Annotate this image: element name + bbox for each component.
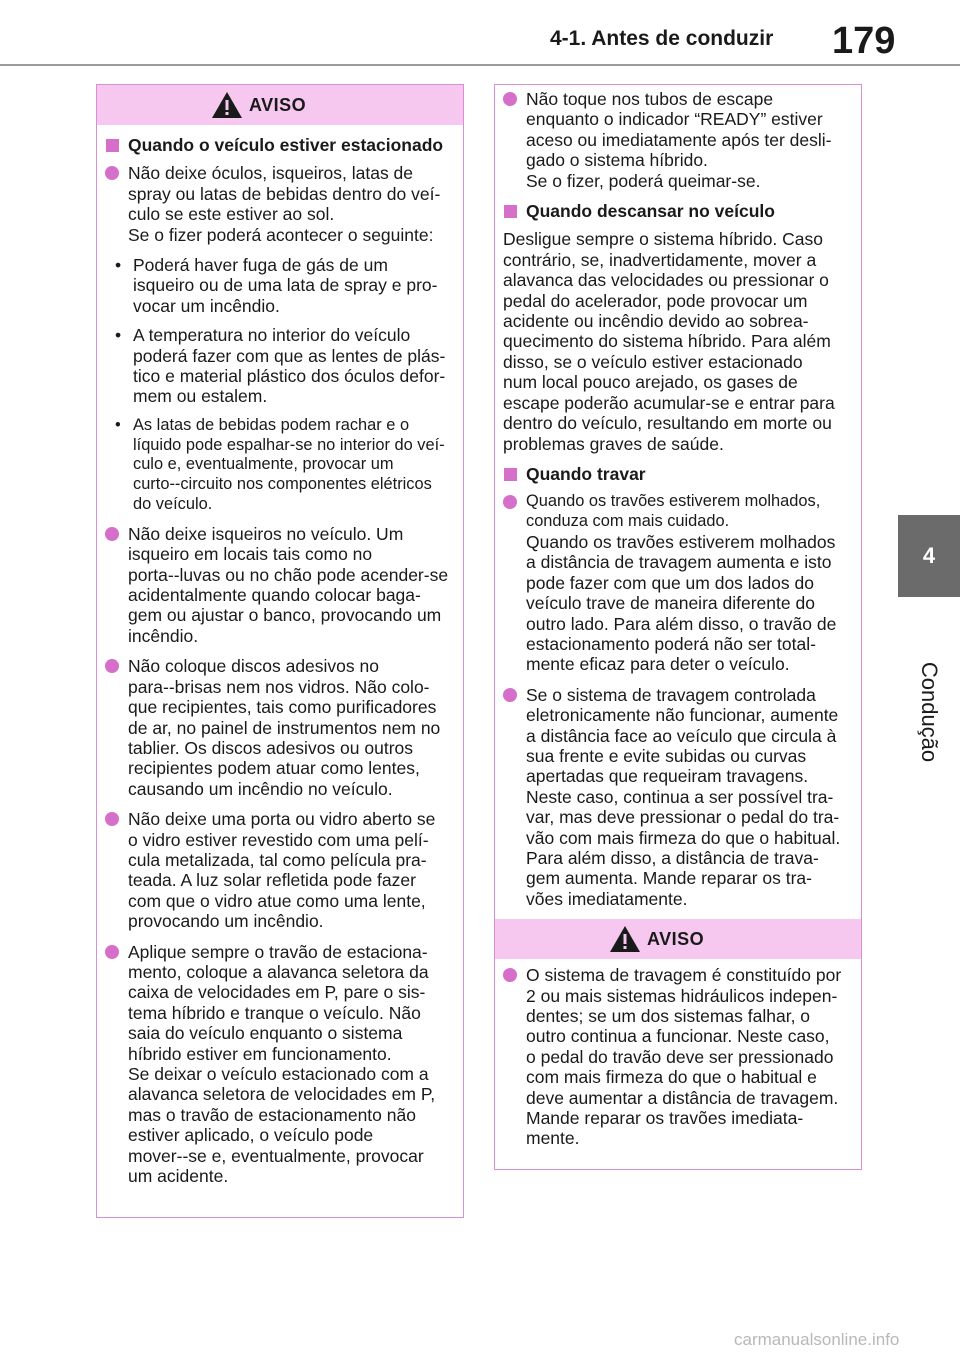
- warning-banner: [495, 919, 861, 959]
- chapter-tab: [898, 515, 960, 597]
- bullet-item: Não deixe óculos, isqueiros, latas de spray ou latas de bebidas dentro do veí- culo se este estiver ao sol. Se o fizer poderá acontecer o seguinte:: [105, 163, 455, 245]
- warning-banner: [97, 85, 463, 125]
- chapter-label-vertical: [912, 652, 946, 772]
- warning-triangle-icon: [609, 925, 641, 953]
- warning-label: AVISO: [647, 929, 705, 950]
- left-content: [97, 125, 463, 1186]
- sub-bullet-item: • As latas de bebidas podem rachar e o líquido pode espalhar-se no interior do veí- culo e, eventualmente, provocar um curto--circuito nos componentes elétricos do veículo.: [105, 416, 455, 515]
- chapter-label: Condução: [917, 661, 942, 763]
- page-header: [0, 0, 960, 70]
- heading-braking: Quando travar: [503, 464, 853, 484]
- left-warning-box: [96, 84, 464, 1218]
- sub-bullet-item: • Poderá haver fuga de gás de um isqueiro ou de uma lata de spray e pro- vocar um incêndio.: [105, 255, 455, 316]
- page-number: 179: [832, 20, 896, 62]
- heading-parked: Quando o veículo estiver estacionado: [105, 135, 455, 155]
- paragraph: Desligue sempre o sistema híbrido. Caso contrário, se, inadvertidamente, mover a alavanca das velocidades ou pressionar o pedal do acelerador, pode provocar um acidente ou incêndio devido ao sobrea- quecimento do sistema híbrido. Para além disso, se o veículo estiver estacionado num local pouco arejado, os gases de escape poderão acumular-se e entrar para dentro do veículo, resultando em morte ou problemas graves de saúde.: [503, 229, 835, 454]
- bullet-item: Não deixe isqueiros no veículo. Um isqueiro em locais tais como no porta--luvas ou no chão pode acender-se acidentalmente quando colocar baga- gem ou ajustar o banco, provocando um incêndio.: [105, 524, 455, 646]
- sub-bullet-item: • A temperatura no interior do veículo poderá fazer com que as lentes de plás- tico e material plástico dos óculos defor- mem ou estalem.: [105, 325, 455, 407]
- bullet-item: Aplique sempre o travão de estaciona- mento, coloque a alavanca seletora da caixa de velocidades em P, pare o sis- tema híbrido e tranque o veículo. Não saia do veículo enquanto o sistema híbrido estiver em funcionamento. Se deixar o veículo estacionado com a alavanca seletora de velocidades em P, mas o travão de estacionamento não estiver aplicado, o veículo pode mover--se e, eventualmente, provocar um acidente.: [105, 942, 455, 1187]
- warning-label: AVISO: [249, 95, 307, 115]
- bullet-item: Não toque nos tubos de escape enquanto o indicador “READY” estiver aceso ou imediatamente após ter desli- gado o sistema híbrido. Se o fizer, poderá queimar-se.: [503, 89, 853, 191]
- bullet-continuation: Quando os travões estiverem molhados a distância de travagem aumenta e isto pode fazer com que um dos lados do veículo trave de maneira diferente do outro lado. Para além disso, o travão de estacionamento poderá não ser total- mente eficaz para deter o veículo.: [526, 531, 837, 675]
- heading-resting: Quando descansar no veículo: [503, 201, 853, 221]
- watermark: carmanualsonline.info: [734, 1330, 900, 1349]
- bullet-item: Quando os travões estiverem molhados, conduza com mais cuidado.: [503, 492, 853, 532]
- warning-triangle-icon: [211, 91, 243, 119]
- header-rule: [0, 64, 960, 66]
- right-content: [495, 85, 861, 909]
- bullet-item: Não coloque discos adesivos no para--brisas nem nos vidros. Não colo- que recipientes, tais como purificadores de ar, no painel de instrumentos nem no tablier. Os discos adesivos ou outros recipientes podem atuar como lentes, causando um incêndio no veículo.: [105, 656, 455, 799]
- bullet-item: O sistema de travagem é constituído por 2 ou mais sistemas hidráulicos indepen- dentes; se um dos sistemas falhar, o outro continua a funcionar. Neste caso, o pedal do travão deve ser pressionado com mais firmeza do que o habitual e deve aumentar a distância de travagem. Mande reparar os travões imediata- mente.: [503, 965, 853, 1149]
- bullet-item: Não deixe uma porta ou vidro aberto se o vidro estiver revestido com uma pelí- cula metalizada, tal como película pra- teada. A luz solar refletida pode fazer com que o vidro atue como uma lente, provocando um incêndio.: [105, 809, 455, 931]
- section-title: 4-1. Antes de conduzir: [550, 27, 774, 50]
- chapter-number: 4: [922, 543, 936, 568]
- right-warning-content: [495, 959, 861, 1149]
- bullet-item: Se o sistema de travagem controlada eletronicamente não funcionar, aumente a distância face ao veículo que circula à sua frente e evite subidas ou curvas apertadas que requeiram travagens. Neste caso, continua a ser possível tra- var, mas deve pressionar o pedal do tra- vão com mais firmeza do que o habitual. Para além disso, a distância de trava- gem aumenta. Mande reparar os tra- vões imediatamente.: [503, 685, 853, 909]
- right-warning-box: [494, 84, 862, 1170]
